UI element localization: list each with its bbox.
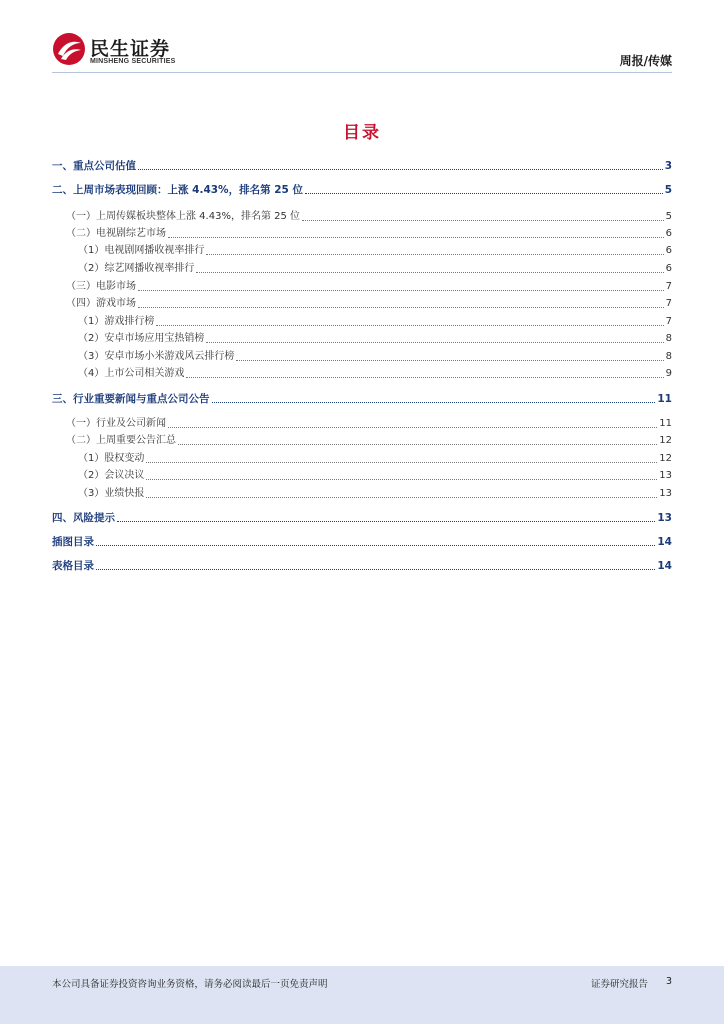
toc-entry-text: （1）股权变动 <box>78 453 145 464</box>
footer-doc-type: 证券研究报告 <box>590 979 648 990</box>
toc-dot-leader <box>212 401 656 403</box>
toc-dot-leader <box>168 236 664 238</box>
toc-entry-page: 6 <box>665 228 672 239</box>
toc-entry-text: （二）上周重要公告汇总 <box>66 435 176 446</box>
toc-dot-leader <box>305 192 663 194</box>
toc-entry[interactable] <box>52 450 672 466</box>
toc-dot-leader <box>178 443 657 445</box>
toc-entry[interactable] <box>52 157 672 173</box>
toc-dot-leader <box>138 168 663 170</box>
toc-entry-page: 6 <box>665 263 672 274</box>
toc-dot-leader <box>302 219 664 221</box>
toc-entry-page: 3 <box>664 160 672 172</box>
toc-entry[interactable] <box>52 260 672 276</box>
toc-entry[interactable] <box>52 365 672 381</box>
toc-dot-leader <box>168 426 657 428</box>
toc-entry-text: （1）游戏排行榜 <box>78 316 155 327</box>
toc-entry[interactable] <box>52 295 672 311</box>
minsheng-emblem-icon <box>52 32 86 66</box>
toc-dot-leader <box>236 359 663 361</box>
brand-name-en: MINSHENG SECURITIES <box>90 58 176 65</box>
toc-entry-page: 11 <box>659 418 672 429</box>
toc-entry-text: （三）电影市场 <box>66 281 136 292</box>
toc-dot-leader <box>138 306 664 308</box>
toc-entry-text: （2）安卓市场应用宝热销榜 <box>78 333 205 344</box>
toc-entry[interactable] <box>52 225 672 241</box>
toc-entry-page: 7 <box>665 298 672 309</box>
toc-title: 目录 <box>343 123 381 143</box>
toc-entry[interactable] <box>52 509 672 525</box>
page-header <box>0 0 724 80</box>
toc-entry[interactable] <box>52 348 672 364</box>
toc-entry[interactable] <box>52 485 672 501</box>
toc-entry-page: 5 <box>664 184 672 196</box>
toc-dot-leader <box>96 568 655 570</box>
toc-dot-leader <box>138 289 664 291</box>
toc-entry-page: 8 <box>665 351 672 362</box>
toc-entry-page: 5 <box>665 211 672 222</box>
toc-entry-page: 7 <box>665 281 672 292</box>
toc-dot-leader <box>96 544 655 546</box>
toc-entry-page: 14 <box>657 560 672 572</box>
toc-entry-page: 11 <box>657 393 672 405</box>
toc-entry[interactable] <box>52 330 672 346</box>
toc-entry-page: 6 <box>665 245 672 256</box>
toc-dot-leader <box>206 253 663 255</box>
toc-entry[interactable] <box>52 278 672 294</box>
toc-entry-page: 12 <box>659 453 672 464</box>
toc-entry-page: 8 <box>665 333 672 344</box>
toc-dot-leader <box>146 461 657 463</box>
toc-entry[interactable] <box>52 390 672 406</box>
toc-entry[interactable] <box>52 313 672 329</box>
toc-entry-text: （四）游戏市场 <box>66 298 136 309</box>
footer-page-number: 3 <box>665 976 672 987</box>
toc-entry-text: 表格目录 <box>52 560 94 572</box>
toc-entry-page: 9 <box>665 368 672 379</box>
toc-dot-leader <box>186 376 663 378</box>
toc-entry-page: 13 <box>657 512 672 524</box>
toc-entry[interactable] <box>52 242 672 258</box>
minsheng-logo <box>52 32 212 72</box>
toc-entry[interactable] <box>52 181 672 197</box>
toc-entry-page: 7 <box>665 316 672 327</box>
toc-entry-text: （2）综艺网播收视率排行 <box>78 263 195 274</box>
toc-entry-text: （2）会议决议 <box>78 470 145 481</box>
toc-entry-text: 四、风险提示 <box>52 512 115 524</box>
header-divider <box>52 72 672 73</box>
toc-entry-page: 14 <box>657 536 672 548</box>
brand-name-cn: 民生证券 <box>90 38 171 60</box>
toc-entry-text: （一）上周传媒板块整体上涨 4.43%，排名第 25 位 <box>66 211 301 222</box>
page-footer <box>0 966 724 1024</box>
toc-dot-leader <box>117 520 655 522</box>
toc-entry-page: 12 <box>659 435 672 446</box>
toc-dot-leader <box>156 324 663 326</box>
report-type: 周报/传媒 <box>619 54 672 68</box>
toc-entry-text: 一、重点公司估值 <box>52 160 136 172</box>
toc-dot-leader <box>206 341 663 343</box>
toc-entry-page: 13 <box>659 488 672 499</box>
toc-entry-text: （一）行业及公司新闻 <box>66 418 166 429</box>
toc-entry-text: （3）安卓市场小米游戏风云排行榜 <box>78 351 235 362</box>
toc-dot-leader <box>146 478 657 480</box>
footer-disclaimer: 本公司具备证券投资咨询业务资格，请务必阅读最后一页免责声明 <box>52 979 328 990</box>
toc-entry-page: 13 <box>659 470 672 481</box>
toc-entry-text: （1）电视剧网播收视率排行 <box>78 245 205 256</box>
toc-entry-text: 三、行业重要新闻与重点公司公告 <box>52 393 210 405</box>
toc-entry-text: （3）业绩快报 <box>78 488 145 499</box>
toc-entry[interactable] <box>52 557 672 573</box>
toc-entry-text: 插图目录 <box>52 536 94 548</box>
toc-entry[interactable] <box>52 533 672 549</box>
toc-entry[interactable] <box>52 432 672 448</box>
toc-entry[interactable] <box>52 415 672 431</box>
toc-entry-text: （二）电视剧综艺市场 <box>66 228 166 239</box>
toc-entry-text: 二、上周市场表现回顾：上涨 4.43%，排名第 25 位 <box>52 184 304 196</box>
toc-entry-text: （4）上市公司相关游戏 <box>78 368 185 379</box>
toc-entry[interactable] <box>52 208 672 224</box>
toc-entry[interactable] <box>52 467 672 483</box>
toc-dot-leader <box>146 496 657 498</box>
toc-dot-leader <box>196 271 663 273</box>
